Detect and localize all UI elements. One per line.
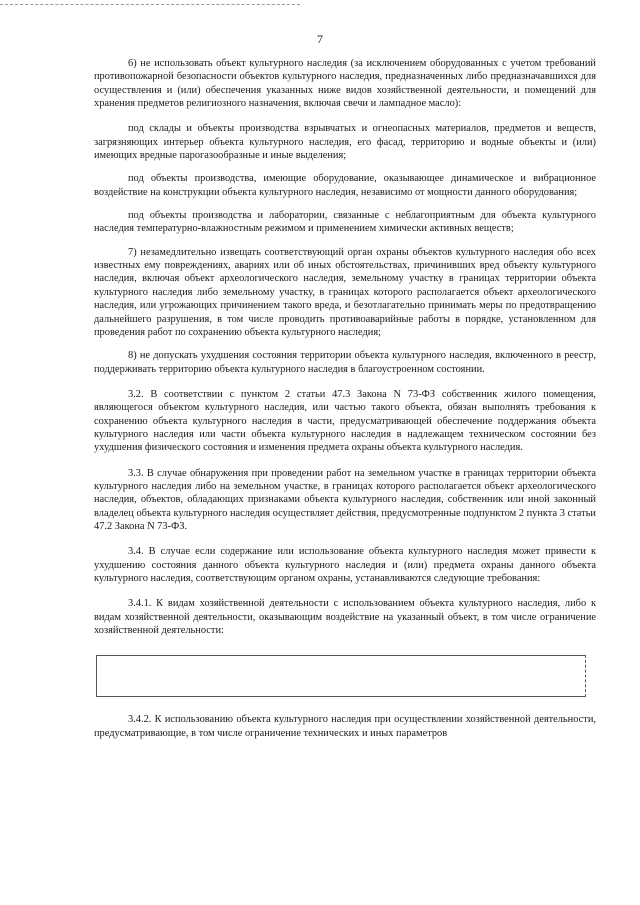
paragraph-3-4-2: 3.4.2. К использованию объекта культурного наследия при осуществлении хозяйственной деятельности, предусматривающие, в том числе ограничение технических и иных параметров [94,714,596,739]
paragraph-3-3: 3.3. В случае обнаружения при проведении работ на земельном участке в границах территории объекта культурного наследия либо на земельном участке, в границах которого располагается объект археологического наследия, объектов, обладающих признаками объекта культурного наследия, собственник или иной законный владелец объекта культурного наследия осуществляет действия, предусмотренные подпунктом 2 пункта 3 статьи 47.2 Закона N 73-ФЗ. [94,467,596,532]
paragraph-production-equipment: под объекты производства, имеющие оборудование, оказывающее динамическое и вибрационное воздействие на конструкции объекта культурного наследия, независимо от мощности данного оборудования; [94,173,596,198]
paragraph-7: 7) незамедлительно извещать соответствующий орган охраны объектов культурного наследия обо всех известных ему повреждениях, авариях или об иных обстоятельствах, причинивших вред объекту культурного наследия, включая объект археологического наследия, земельному участку в границах территории объекта культурного наследия либо земельному участку, в границах которого располагается объект археологического наследия, или угрожающих причинением такого вреда, и безотлагательно принимать меры по предотвращению дальнейшего разрушения, в том числе проводить противоаварийные работы в порядке, установленном для проведения работ по сохранению объекта культурного наследия; [94,246,596,338]
paragraph-3-4: 3.4. В случае если содержание или использование объекта культурного наследия может привести к ухудшению состояния данного объекта культурного наследия и (или) предмета охраны данного объекта культурного наследия, соответствующим органом охраны, устанавливаются следующие требования: [94,546,596,584]
paragraph-3-2: 3.2. В соответствии с пунктом 2 статьи 47.3 Закона N 73-ФЗ собственник жилого помещения, являющегося объектом культурного наследия, или частью такого объекта, обязан выполнять требования к сохранению объекта культурного наследия в части, предусматривающей обеспечение поддержания объекта культурного наследия или части объекта культурного наследия в надлежащем техническом состоянии без ухудшения физического состояния и изменения предмета охраны объекта культурного наследия. [94,388,596,454]
page-number: 7 [317,32,323,46]
paragraph-3-4-1: 3.4.1. К видам хозяйственной деятельности с использованием объекта культурного наследия, либо к видам хозяйственной деятельности, оказывающим воздействие на указанный объект, в том числе ограничение хозяйственной деятельности: [94,598,596,637]
document-body [94,57,596,750]
top-edge-rule [0,4,300,5]
empty-table-box [96,655,586,697]
paragraph-6: 6) не использовать объект культурного наследия (за исключением оборудованных с учетом требований противопожарной безопасности объектов культурного наследия, предназначенных либо предназначавшихся для осуществления и (или) обеспечения указанных ниже видов хозяйственной деятельности, и помещений для хранения предметов религиозного назначения, включая свечи и лампадное масло): [94,58,596,110]
paragraph-warehouses: под склады и объекты производства взрывчатых и огнеопасных материалов, предметов и веществ, загрязняющих интерьер объекта культурного наследия, его фасад, территорию и водные объекты и (или) имеющих вредные парогазообразные и иные выделения; [94,123,596,162]
paragraph-8: 8) не допускать ухудшения состояния территории объекта культурного наследия, включенного в реестр, поддерживать территорию объекта культурного наследия в благоустроенном состоянии. [94,350,596,375]
paragraph-laboratories: под объекты производства и лаборатории, связанные с неблагоприятным для объекта культурного наследия температурно-влажностным режимом и применением химически активных веществ; [94,210,596,235]
